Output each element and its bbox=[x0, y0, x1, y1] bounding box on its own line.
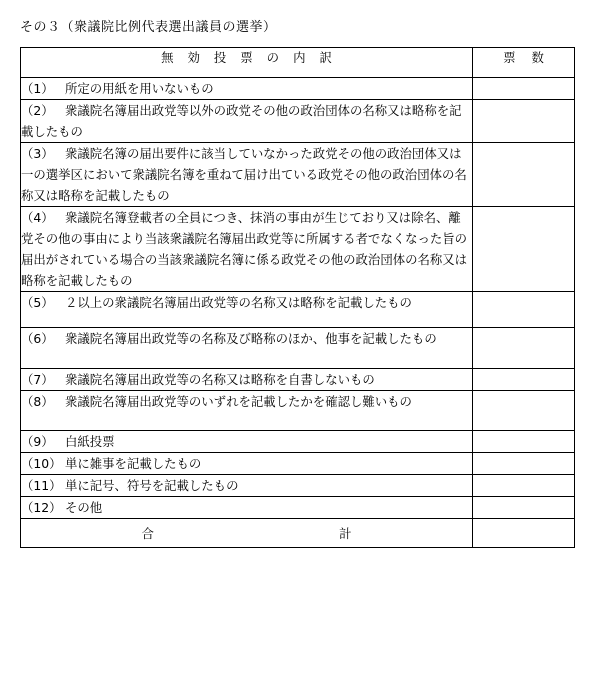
row-count-cell[interactable] bbox=[473, 78, 575, 100]
row-number: （11） bbox=[21, 478, 62, 493]
row-count-cell[interactable] bbox=[473, 431, 575, 453]
table-row bbox=[21, 207, 575, 292]
table-row bbox=[21, 143, 575, 207]
row-number: （4） bbox=[21, 210, 54, 225]
row-text: 所定の用紙を用いないもの bbox=[65, 81, 214, 96]
row-count-cell[interactable] bbox=[473, 207, 575, 292]
row-description bbox=[21, 207, 473, 292]
total-label-cell bbox=[21, 519, 473, 548]
row-number: （9） bbox=[21, 434, 54, 449]
table-row bbox=[21, 328, 575, 369]
row-count-cell[interactable] bbox=[473, 143, 575, 207]
total-label bbox=[142, 524, 352, 542]
row-text: 衆議院名簿登載者の全員につき、抹消の事由が生じており又は除名、離党その他の事由により当該衆議院名簿届出政党等に所属する者でなくなった旨の届出がされている場合の当該衆議院名簿に係る政党その他の政治団体の名称又は略称を記載したもの bbox=[21, 210, 468, 288]
row-description bbox=[21, 369, 473, 391]
row-number: （7） bbox=[21, 372, 54, 387]
table-row bbox=[21, 391, 575, 431]
row-number: （3） bbox=[21, 146, 54, 161]
table-row bbox=[21, 100, 575, 143]
row-description bbox=[21, 475, 473, 497]
row-text: 単に雑事を記載したもの bbox=[65, 456, 202, 471]
row-text: 衆議院名簿届出政党等の名称又は略称を自書しないもの bbox=[65, 372, 375, 387]
row-number: （5） bbox=[21, 295, 54, 310]
row-count-cell[interactable] bbox=[473, 100, 575, 143]
row-count-cell[interactable] bbox=[473, 453, 575, 475]
table-row bbox=[21, 431, 575, 453]
table-row bbox=[21, 453, 575, 475]
row-text: 衆議院名簿届出政党等以外の政党その他の政治団体の名称又は略称を記載したもの bbox=[21, 103, 462, 139]
header-description-label: 無効投票の内訳 bbox=[161, 50, 346, 65]
table-row bbox=[21, 292, 575, 328]
row-description bbox=[21, 453, 473, 475]
row-text: 衆議院名簿届出政党等の名称及び略称のほか、他事を記載したもの bbox=[65, 331, 437, 346]
table-row bbox=[21, 78, 575, 100]
row-text: 衆議院名簿の届出要件に該当していなかった政党その他の政治団体又は一の選挙区において衆議院名簿を重ねて届け出ている政党その他の政治団体の名称又は略称を記載したもの bbox=[21, 146, 467, 203]
row-number: （10） bbox=[21, 456, 62, 471]
total-row bbox=[21, 519, 575, 548]
table-row bbox=[21, 475, 575, 497]
row-text: 単に記号、符号を記載したもの bbox=[65, 478, 239, 493]
table-header-row bbox=[21, 48, 575, 78]
header-count-label: 票数 bbox=[503, 50, 560, 65]
row-number: （12） bbox=[21, 500, 62, 515]
header-count bbox=[473, 48, 575, 78]
row-description bbox=[21, 497, 473, 519]
table-row bbox=[21, 369, 575, 391]
row-description bbox=[21, 431, 473, 453]
total-count-cell[interactable] bbox=[473, 519, 575, 548]
row-number: （6） bbox=[21, 331, 54, 346]
row-description bbox=[21, 143, 473, 207]
total-label-left: 合 bbox=[141, 526, 154, 541]
row-count-cell[interactable] bbox=[473, 292, 575, 328]
row-count-cell[interactable] bbox=[473, 475, 575, 497]
row-count-cell[interactable] bbox=[473, 497, 575, 519]
total-label-right: 計 bbox=[339, 526, 352, 541]
row-count-cell[interactable] bbox=[473, 391, 575, 431]
row-description bbox=[21, 391, 473, 431]
row-count-cell[interactable] bbox=[473, 328, 575, 369]
row-number: （2） bbox=[21, 103, 54, 118]
row-count-cell[interactable] bbox=[473, 369, 575, 391]
row-description bbox=[21, 292, 473, 328]
invalid-votes-table bbox=[20, 47, 575, 548]
row-text: 白紙投票 bbox=[65, 434, 115, 449]
row-text: 衆議院名簿届出政党等のいずれを記載したかを確認し難いもの bbox=[65, 394, 412, 409]
page-title: その３（衆議院比例代表選出議員の選挙） bbox=[20, 20, 277, 35]
row-text: その他 bbox=[65, 500, 103, 515]
row-number: （8） bbox=[21, 394, 54, 409]
table-row bbox=[21, 497, 575, 519]
row-description bbox=[21, 328, 473, 369]
row-description bbox=[21, 78, 473, 100]
row-text: ２以上の衆議院名簿届出政党等の名称又は略称を記載したもの bbox=[65, 295, 412, 310]
row-description bbox=[21, 100, 473, 143]
row-number: （1） bbox=[21, 81, 54, 96]
header-description bbox=[21, 48, 473, 78]
